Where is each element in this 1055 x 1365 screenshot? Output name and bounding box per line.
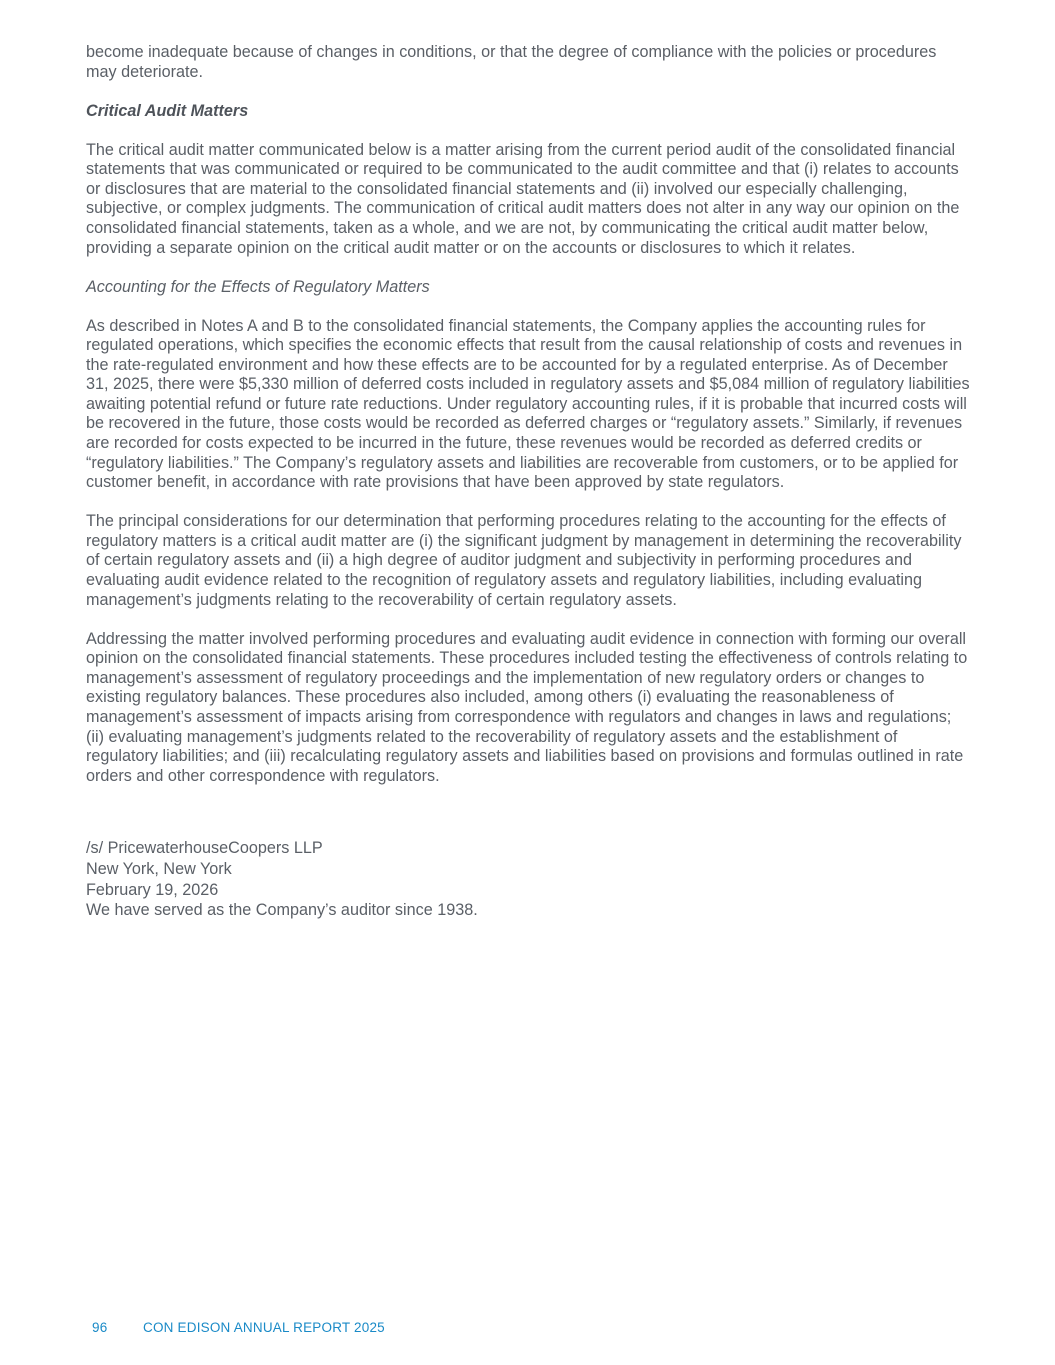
principal-considerations-paragraph: The principal considerations for our determination that performing procedures relating to the accounting for the effects of regulatory matters is a critical audit matter are (i) the significant judgment by management in determining the recoverability of certain regulatory assets and (ii) a high degree of auditor judgment and subjectivity in performing procedures and evaluating audit evidence related to the recognition of regulatory assets and regulatory liabilities, including evaluating management’s judgments relating to the recoverability of certain regulatory assets. [86,512,962,609]
report-title: CON EDISON ANNUAL REPORT 2025 [143,1320,385,1335]
signature-date: February 19, 2026 [86,881,219,900]
signature-block [86,838,970,901]
addressing-matter-paragraph: Addressing the matter involved performing procedures and evaluating audit evidence in connection with forming our overall opinion on the consolidated financial statements. These procedures included testing the effectiveness of controls relating to management’s assessment of regulatory proceedings and the implementation of new regulatory orders or changes to existing regulatory balances. These procedures also included, among others (i) evaluating the reasonableness of management’s assessment of impacts arising from correspondence with regulators and changes in laws and regulations; (ii) evaluating management’s judgments related to the recoverability of regulatory assets and the establishment of regulatory liabilities; and (iii) recalculating regulatory assets and liabilities based on provisions and formulas outlined in rate orders and other correspondence with regulators. [86,629,968,785]
critical-audit-matters-heading: Critical Audit Matters [86,101,249,120]
auditor-tenure-statement: We have served as the Company’s auditor since 1938. [86,901,478,920]
cam-intro-paragraph: The critical audit matter communicated below is a matter arising from the current period audit of the consolidated financial statements that was communicated or required to be communicated to the audit committee and that (i) relates to accounts or disclosures that are material to the consolidated financial statements and (ii) involved our especially challenging, subjective, or complex judgments. The communication of critical audit matters does not alter in any way our opinion on the consolidated financial statements, taken as a whole, and we are not, by communicating the critical audit matter below, providing a separate opinion on the critical audit matter or on the accounts or disclosures to which it relates. [86,140,960,257]
auditor-signature: /s/ PricewaterhouseCoopers LLP [86,839,323,858]
matter-description-paragraph: As described in Notes A and B to the consolidated financial statements, the Company applies the accounting rules for regulated operations, which specifies the economic effects that result from the causal relationship of costs and revenues in the rate-regulated environment and how these effects are to be accounted for by a regulated enterprise. As of December 31, 2025, there were $5,330 million of deferred costs included in regulatory assets and $5,084 million of regulatory liabilities awaiting potential refund or future rate reductions. Under regulatory accounting rules, if it is probable that incurred costs will be recovered in the future, those costs would be recorded as deferred charges or “regulatory assets.” Similarly, if revenues are recorded for costs expected to be incurred in the future, these revenues would be recorded as deferred credits or “regulatory liabilities.” The Company’s regulatory assets and liabilities are recoverable from customers, or to be applied for customer benefit, in accordance with rate provisions that have been approved by state regulators. [86,316,970,492]
intro-continuation-paragraph: become inadequate because of changes in conditions, or that the degree of compliance with the policies or procedures may deteriorate. [86,43,937,81]
signature-location: New York, New York [86,860,232,879]
report-body [86,43,970,940]
page-footer [92,1320,385,1335]
regulatory-matters-subheading: Accounting for the Effects of Regulatory Matters [86,277,430,296]
page-number: 96 [92,1320,108,1335]
